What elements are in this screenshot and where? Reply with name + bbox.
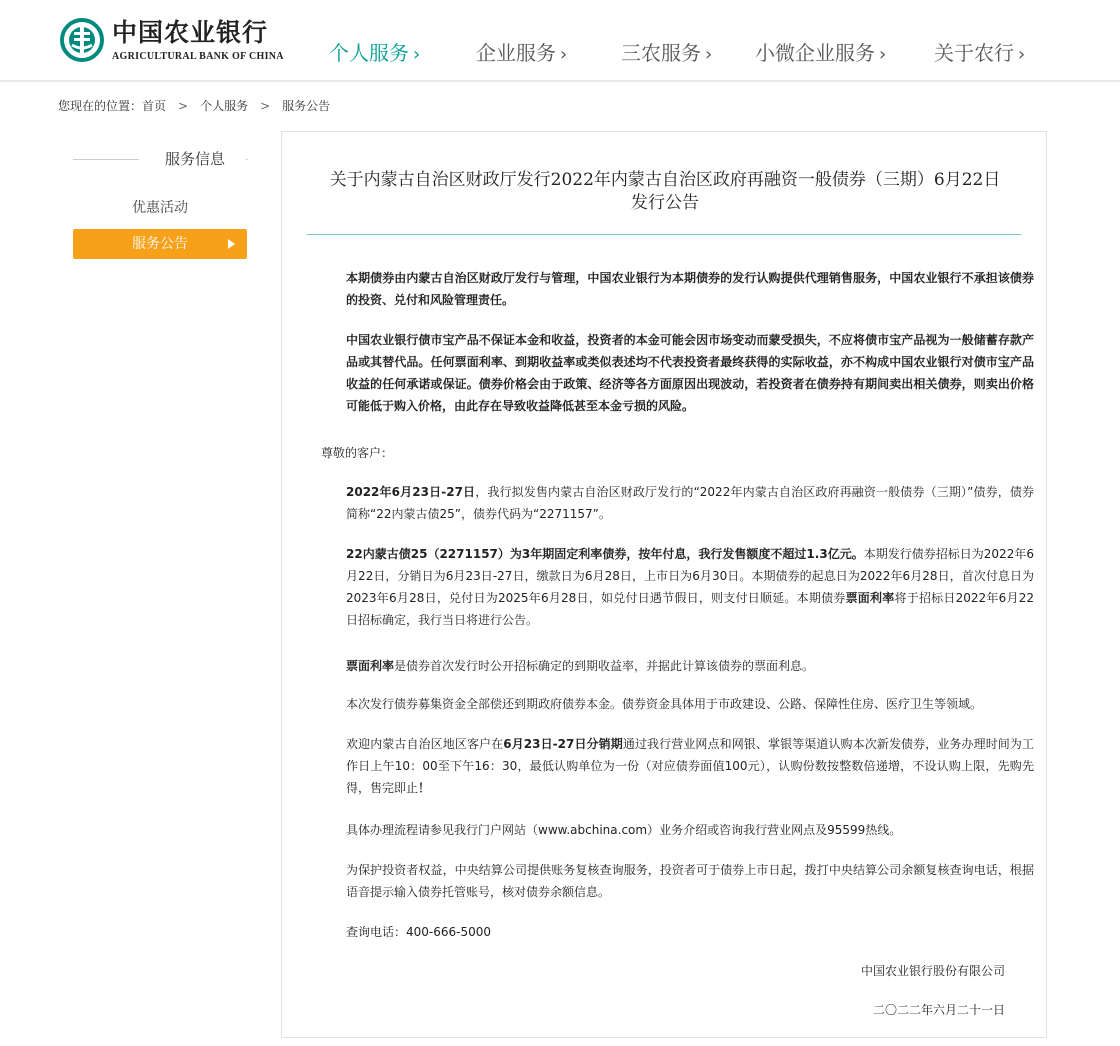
greeting: 尊敬的客户： <box>321 446 394 460</box>
sale-period-bold: 2022年6月23日-27日 <box>346 485 476 499</box>
sidebar-title-rule <box>73 159 139 160</box>
article-title-line: 发行公告 <box>631 193 699 213</box>
chevron-right-icon: › <box>705 44 713 65</box>
breadcrumb-service-notices[interactable]: 服务公告 <box>282 99 331 113</box>
bond-terms-end: 将于招标日2022年6月22日招标确定，我行当日将进行公告。 <box>346 591 1034 627</box>
chevron-right-icon: › <box>560 44 568 65</box>
nav-label: 关于农行 <box>934 41 1014 65</box>
article-title-line: 关于内蒙古自治区财政厅发行2022年内蒙古自治区政府再融资一般债券（三期）6月22日 <box>329 170 1001 190</box>
bond-terms-paragraph <box>321 543 1034 631</box>
breadcrumb-separator: > <box>178 99 189 113</box>
sidebar-title: 服务信息 <box>164 150 225 168</box>
sidebar-item-label: 服务公告 <box>132 236 188 252</box>
coupon-definition-text: 是债券首次发行时公开招标确定的到期收益率，并据此计算该债券的票面利息。 <box>394 659 815 673</box>
logo-chinese-name: 中国农业银行 <box>112 18 269 47</box>
sidebar-title-rule <box>246 159 248 160</box>
subscription-paragraph <box>321 733 1034 799</box>
coupon-rate-term: 票面利率 <box>346 659 395 673</box>
logo-english-name: AGRICULTURAL BANK OF CHINA <box>112 51 284 62</box>
disclaimer-paragraph-1: 本期债券由内蒙古自治区财政厅发行与管理，中国农业银行为本期债券的发行认购提供代理销售服务，中国农业银行不承担该债券的投资、兑付和风险管理责任。 <box>346 271 1034 307</box>
subscription-text: 欢迎内蒙古自治区地区客户在 <box>346 737 504 751</box>
breadcrumb <box>58 97 330 115</box>
breadcrumb-personal-services[interactable]: 个人服务 <box>200 99 249 113</box>
subscription-text: 通过我行营业网点和网银、掌银等渠道认购本次新发债券，业务办理时间为工作日上午10：00至下午16：30，最低认购单位为一份（对应债券面值100元），认购份数按整数倍递增，不设认购上限，先购先得，售完即止 <box>346 737 1034 795</box>
sale-period-text: ，我行拟发售内蒙古自治区财政厅发行的“2022年内蒙古自治区政府再融资一般债券（三期）”债券，债券简称“22内蒙古债25”，债券代码为“2271157”。 <box>346 485 1034 521</box>
abc-logo-icon <box>60 18 104 62</box>
title-divider <box>307 234 1021 235</box>
investor-protection-paragraph: 为保护投资者权益，中央结算公司提供账务复核查询服务，投资者可于债券上市日起，拨打中央结算公司余额复核查询电话，根据语音提示输入债券托管账号，核对债券余额信息。 <box>346 863 1034 899</box>
nav-small-business-services[interactable] <box>755 40 886 68</box>
nav-label: 三农服务 <box>621 41 701 65</box>
site-header <box>0 0 1120 80</box>
article-title <box>305 169 1025 215</box>
sale-period-paragraph <box>321 481 1034 525</box>
breadcrumb-separator: > <box>260 99 271 113</box>
sidebar-item-promotions[interactable] <box>73 198 247 218</box>
nav-rural-services[interactable] <box>621 40 712 68</box>
nav-personal-services[interactable] <box>329 40 420 68</box>
issue-date: 二〇二二年六月二十一日 <box>872 1003 1005 1017</box>
sidebar-item-service-notices[interactable] <box>73 229 247 259</box>
subscription-period-bold: 6月23日-27日分销期 <box>503 737 623 751</box>
hotline-paragraph: 查询电话：400-666-5000 <box>346 925 492 939</box>
fund-usage-paragraph: 本次发行债券募集资金全部偿还到期政府债券本金。债券资金具体用于市政建设、公路、保障性住房、医疗卫生等领域。 <box>346 697 983 711</box>
breadcrumb-home[interactable]: 首页 <box>142 99 167 113</box>
disclaimer-paragraph-2: 中国农业银行债市宝产品不保证本金和收益，投资者的本金可能会因市场变动而蒙受损失，不应将债市宝产品视为一般储蓄存款产品或其替代品。任何票面利率、到期收益率或类似表述均不代表投资者最终获得的实际收益，亦不构成中国农业银行对债市宝产品收益的任何承诺或保证。债券价格会由于政策、经济等各方面原因出现波动，若投资者在债券持有期间卖出相关债券，则卖出价格可能低于购入价格，由此存在导致收益降低甚至本金亏损的风险。 <box>346 333 1034 413</box>
nav-label: 企业服务 <box>476 41 556 65</box>
triangle-right-icon <box>228 239 235 249</box>
signature: 中国农业银行股份有限公司 <box>860 964 1005 978</box>
bank-logo[interactable] <box>60 18 300 64</box>
chevron-right-icon: › <box>1018 44 1026 65</box>
coupon-definition-paragraph <box>321 655 1034 677</box>
bond-terms-bold: 22内蒙古债25（2271157）为3年期固定利率债券，按年付息，我行发售额度不超过1.3亿元。 <box>346 547 864 561</box>
subscription-exclaim: ！ <box>418 781 431 795</box>
header-divider <box>0 80 1120 82</box>
coupon-rate-bold: 票面利率 <box>845 591 895 605</box>
nav-about-abc[interactable] <box>934 40 1025 68</box>
nav-label: 小微企业服务 <box>755 41 875 65</box>
sidebar-item-label: 优惠活动 <box>132 200 188 216</box>
chevron-right-icon: › <box>879 44 887 65</box>
chevron-right-icon: › <box>413 44 421 65</box>
nav-corporate-services[interactable] <box>476 40 567 68</box>
nav-label: 个人服务 <box>329 41 409 65</box>
breadcrumb-prefix: 您现在的位置： <box>58 99 143 113</box>
bond-terms-text: 本期发行债券招标日为2022年6月22日，分销日为6月23日-27日，缴款日为6月28日，上市日为6月30日。本期债券的起息日为2022年6月28日，首次付息日为2023年6月28日，兑付日为2025年6月28日，如兑付日遇节假日，则支付日顺延。本期债券 <box>346 547 1034 605</box>
procedure-paragraph: 具体办理流程请参见我行门户网站（www.abchina.com）业务介绍或咨询我行营业网点及95599热线。 <box>346 823 902 837</box>
